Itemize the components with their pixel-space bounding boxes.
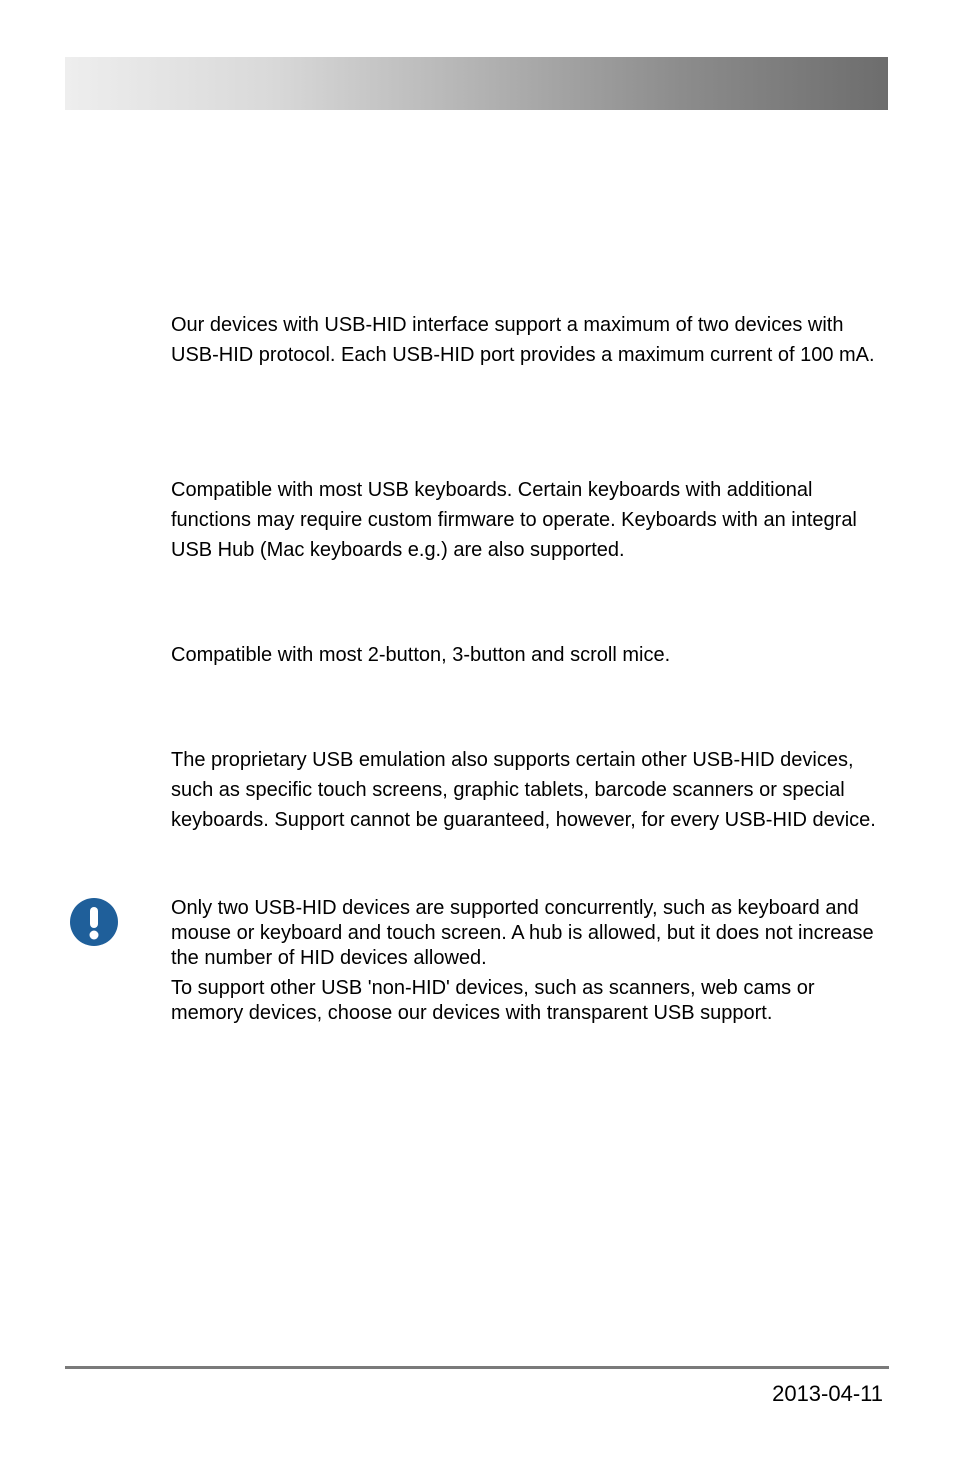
mice-paragraph: Compatible with most 2-button, 3-button and scroll mice.: [171, 644, 671, 666]
keyboards-paragraph: Compatible with most USB keyboards. Certain keyboards with additional functions may require custom firmware to operate. Keyboards with an integral USB Hub (Mac keyboards e.g.) are also supported.: [171, 479, 857, 561]
footer-date: 2013-04-11: [772, 1381, 883, 1406]
note-text-non-hid: To support other USB 'non-HID' devices, such as scanners, web cams or memory devices, choose our devices with transparent USB support.: [171, 977, 815, 1024]
footer-divider: [65, 1366, 889, 1369]
usb-hid-intro-paragraph: Our devices with USB-HID interface support a maximum of two devices with USB-HID protocol. Each USB-HID port provides a maximum current of 100 mA.: [171, 314, 875, 366]
note-text-hid-limit: Only two USB-HID devices are supported concurrently, such as keyboard and mouse or keyboard and touch screen. A hub is allowed, but it does not increase the number of HID devices allowed.: [171, 897, 874, 969]
exclamation-icon: [70, 898, 118, 946]
other-devices-paragraph: The proprietary USB emulation also supports certain other USB-HID devices, such as specific touch screens, graphic tablets, barcode scanners or special keyboards. Support cannot be guaranteed, however, for every USB-HID device.: [171, 749, 876, 831]
header-bar: [65, 57, 888, 110]
